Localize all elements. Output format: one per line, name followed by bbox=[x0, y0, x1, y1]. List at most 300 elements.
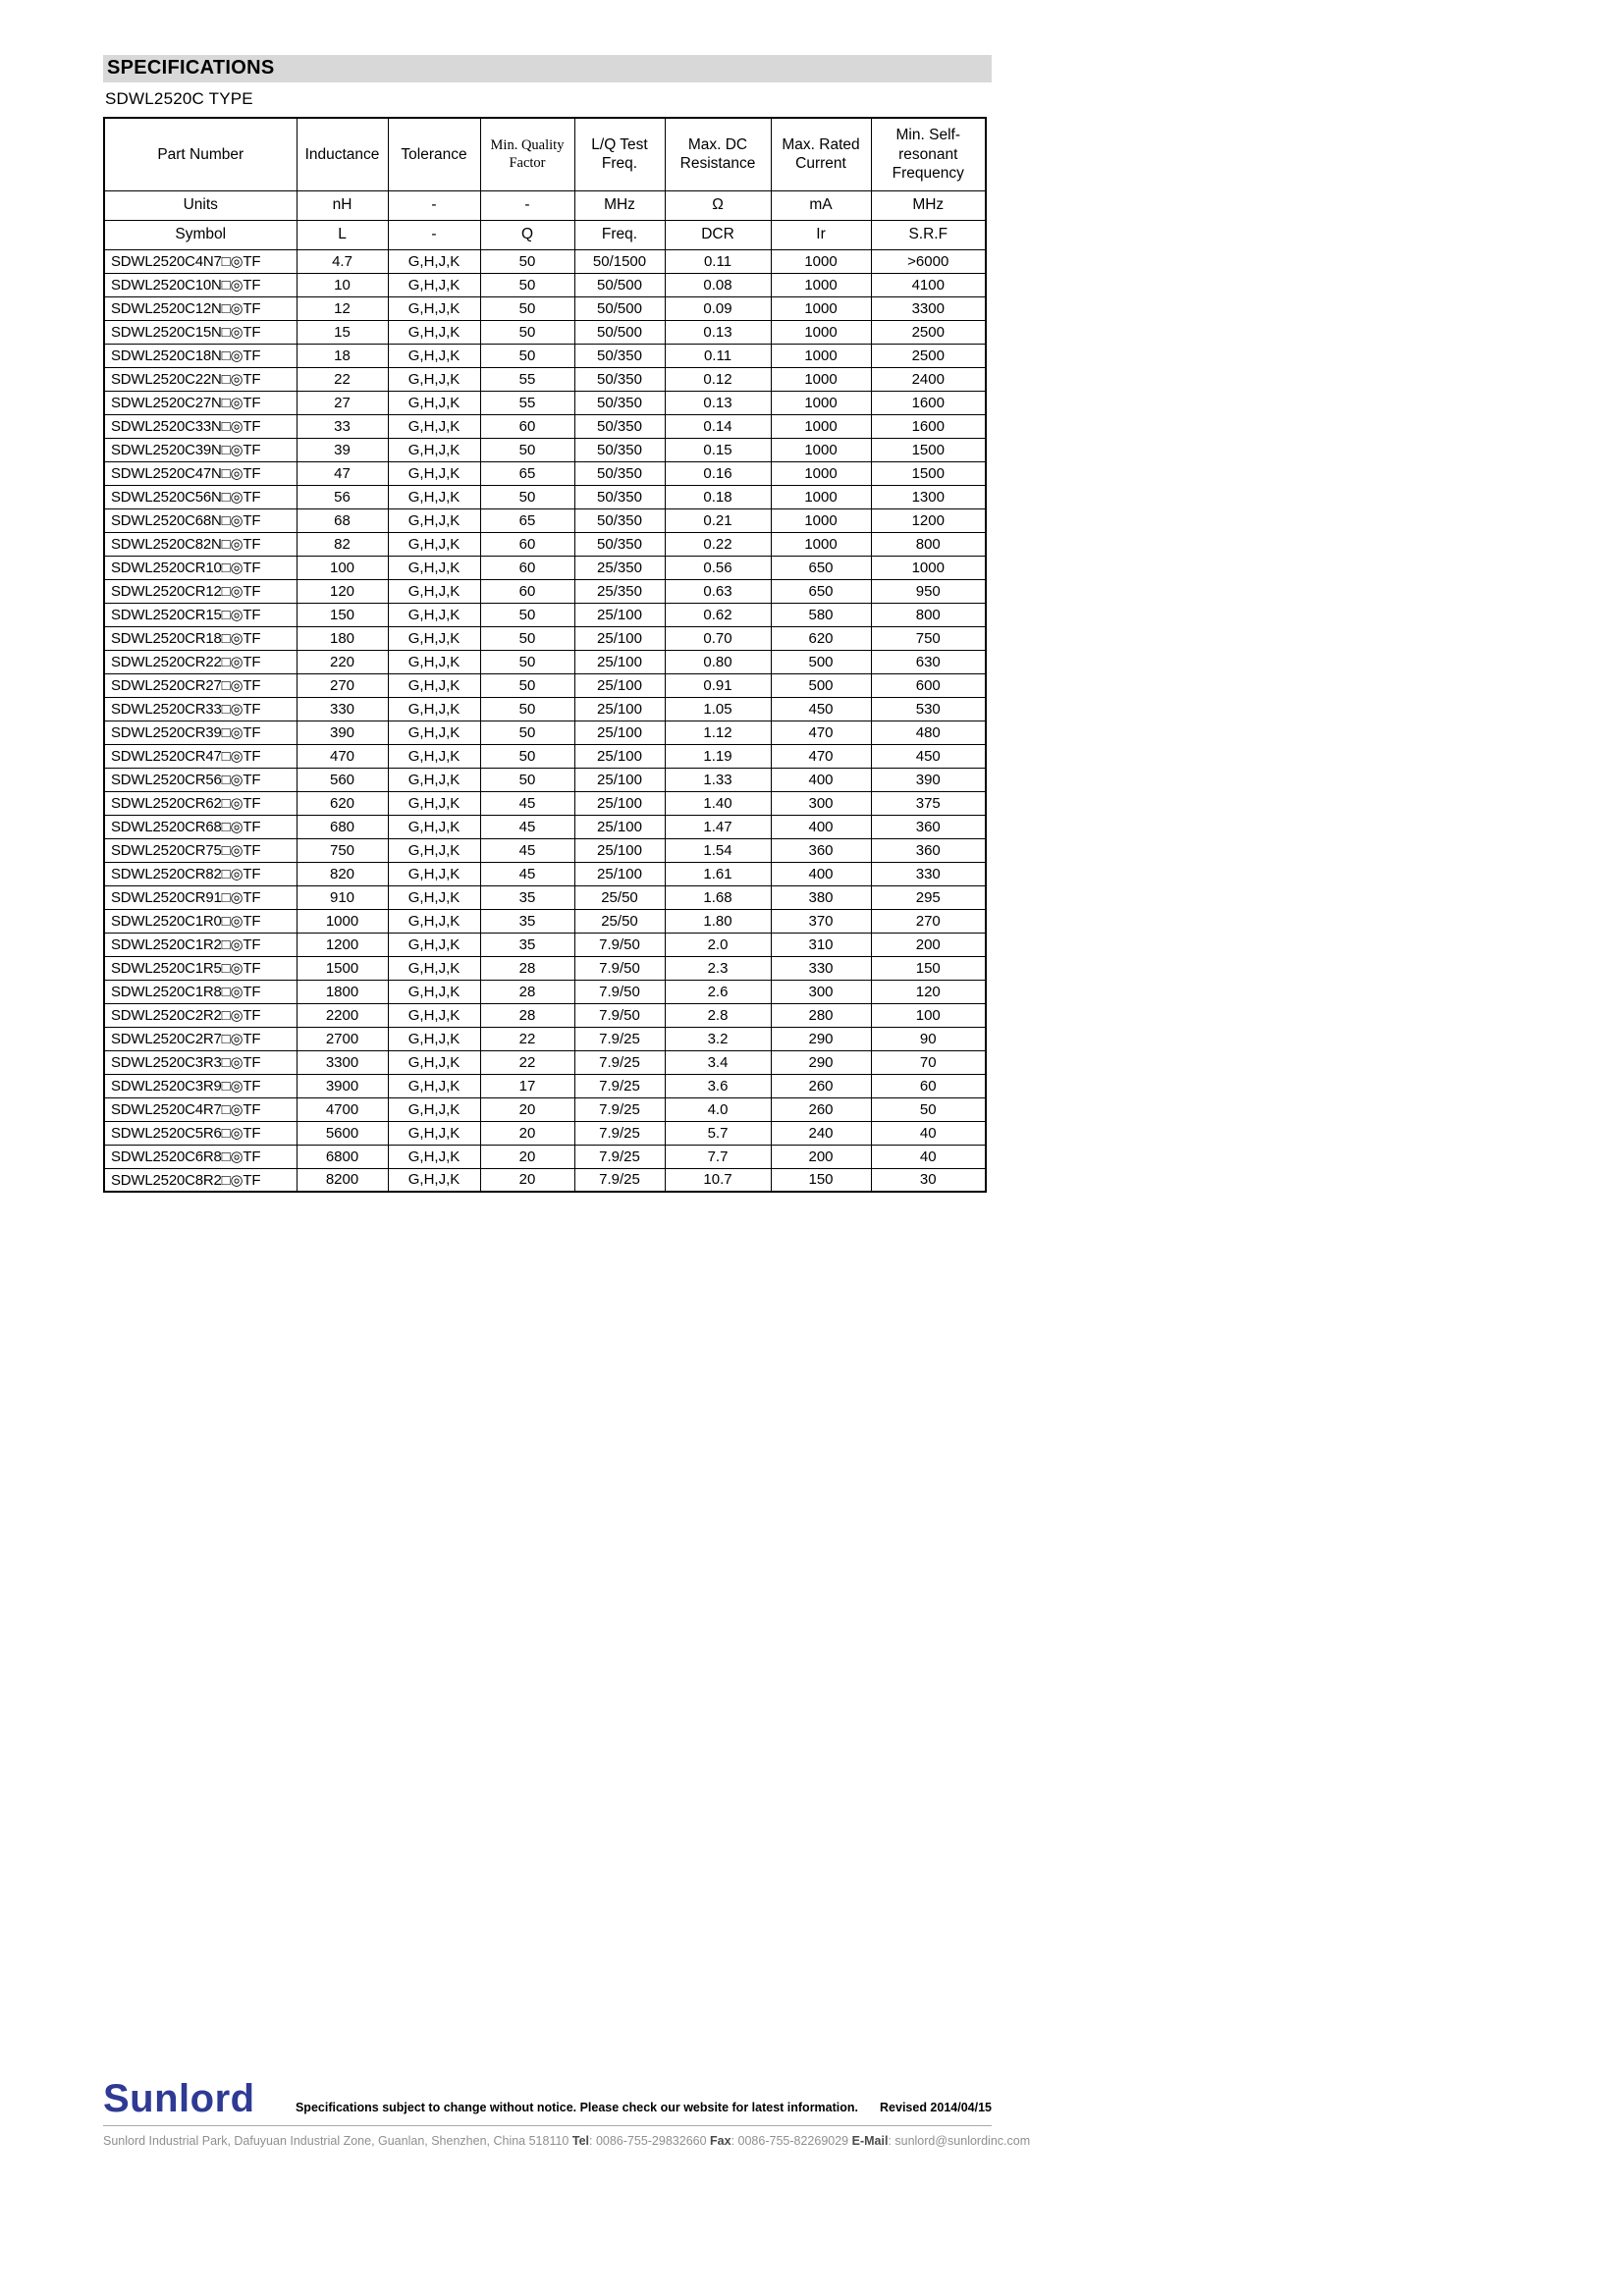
value-cell: 3300 bbox=[297, 1050, 388, 1074]
value-cell: 2200 bbox=[297, 1003, 388, 1027]
email-label: E-Mail bbox=[851, 2134, 889, 2148]
value-cell: 370 bbox=[771, 909, 871, 933]
value-cell: 50 bbox=[480, 626, 574, 650]
value-cell: 390 bbox=[297, 721, 388, 744]
value-cell: 2.6 bbox=[665, 980, 771, 1003]
col-header-part-number: Part Number bbox=[104, 118, 297, 190]
table-row bbox=[104, 650, 986, 673]
value-cell: 630 bbox=[871, 650, 986, 673]
value-cell: 50/350 bbox=[574, 367, 665, 391]
table-row bbox=[104, 320, 986, 344]
value-cell: 7.9/50 bbox=[574, 1003, 665, 1027]
value-cell: 50 bbox=[480, 697, 574, 721]
value-cell: G,H,J,K bbox=[388, 1168, 480, 1192]
value-cell: 28 bbox=[480, 980, 574, 1003]
sunlord-logo: Sunlord bbox=[103, 2077, 255, 2120]
value-cell: 270 bbox=[297, 673, 388, 697]
part-number-cell: SDWL2520C82N□◎TF bbox=[104, 532, 297, 556]
value-cell: 270 bbox=[871, 909, 986, 933]
table-row bbox=[104, 721, 986, 744]
unit-rated-current: mA bbox=[771, 190, 871, 220]
value-cell: G,H,J,K bbox=[388, 815, 480, 838]
type-title: SDWL2520C TYPE bbox=[105, 89, 253, 108]
value-cell: G,H,J,K bbox=[388, 438, 480, 461]
part-number-cell: SDWL2520C56N□◎TF bbox=[104, 485, 297, 508]
value-cell: 45 bbox=[480, 815, 574, 838]
part-number-cell: SDWL2520C4N7□◎TF bbox=[104, 249, 297, 273]
value-cell: 50 bbox=[480, 768, 574, 791]
value-cell: G,H,J,K bbox=[388, 673, 480, 697]
value-cell: G,H,J,K bbox=[388, 249, 480, 273]
value-cell: 1000 bbox=[771, 367, 871, 391]
value-cell: 2500 bbox=[871, 320, 986, 344]
part-number-cell: SDWL2520C4R7□◎TF bbox=[104, 1097, 297, 1121]
part-number-cell: SDWL2520C2R2□◎TF bbox=[104, 1003, 297, 1027]
table-row bbox=[104, 579, 986, 603]
value-cell: 50/500 bbox=[574, 273, 665, 296]
value-cell: 620 bbox=[771, 626, 871, 650]
value-cell: 40 bbox=[871, 1145, 986, 1168]
value-cell: 0.13 bbox=[665, 391, 771, 414]
value-cell: 1000 bbox=[771, 508, 871, 532]
value-cell: 450 bbox=[771, 697, 871, 721]
value-cell: G,H,J,K bbox=[388, 485, 480, 508]
value-cell: G,H,J,K bbox=[388, 980, 480, 1003]
value-cell: 7.9/50 bbox=[574, 956, 665, 980]
value-cell: 360 bbox=[771, 838, 871, 862]
table-row bbox=[104, 391, 986, 414]
part-number-cell: SDWL2520C1R0□◎TF bbox=[104, 909, 297, 933]
value-cell: 1.40 bbox=[665, 791, 771, 815]
footer-notice: Specifications subject to change without notice. Please check our website for latest information. bbox=[295, 2101, 859, 2114]
value-cell: 1000 bbox=[771, 320, 871, 344]
table-row bbox=[104, 296, 986, 320]
value-cell: 25/100 bbox=[574, 862, 665, 885]
footer-notice-wrap bbox=[255, 2101, 992, 2118]
value-cell: 1000 bbox=[771, 438, 871, 461]
part-number-cell: SDWL2520CR68□◎TF bbox=[104, 815, 297, 838]
part-number-cell: SDWL2520C3R3□◎TF bbox=[104, 1050, 297, 1074]
section-title: SPECIFICATIONS bbox=[107, 57, 275, 79]
value-cell: 35 bbox=[480, 933, 574, 956]
symbol-dc-resistance: DCR bbox=[665, 220, 771, 249]
value-cell: 8200 bbox=[297, 1168, 388, 1192]
table-row bbox=[104, 1121, 986, 1145]
part-number-cell: SDWL2520CR82□◎TF bbox=[104, 862, 297, 885]
value-cell: 150 bbox=[771, 1168, 871, 1192]
value-cell: 50/1500 bbox=[574, 249, 665, 273]
value-cell: 2.8 bbox=[665, 1003, 771, 1027]
value-cell: G,H,J,K bbox=[388, 768, 480, 791]
value-cell: 39 bbox=[297, 438, 388, 461]
part-number-cell: SDWL2520CR75□◎TF bbox=[104, 838, 297, 862]
value-cell: G,H,J,K bbox=[388, 344, 480, 367]
value-cell: 800 bbox=[871, 532, 986, 556]
value-cell: 50/350 bbox=[574, 344, 665, 367]
value-cell: 620 bbox=[297, 791, 388, 815]
part-number-cell: SDWL2520C15N□◎TF bbox=[104, 320, 297, 344]
value-cell: 3900 bbox=[297, 1074, 388, 1097]
value-cell: 0.63 bbox=[665, 579, 771, 603]
table-row bbox=[104, 603, 986, 626]
value-cell: 50/350 bbox=[574, 391, 665, 414]
value-cell: 0.22 bbox=[665, 532, 771, 556]
value-cell: 470 bbox=[771, 721, 871, 744]
footer-address bbox=[103, 2125, 1031, 2148]
value-cell: 0.91 bbox=[665, 673, 771, 697]
part-number-cell: SDWL2520C6R8□◎TF bbox=[104, 1145, 297, 1168]
value-cell: 1.12 bbox=[665, 721, 771, 744]
table-row bbox=[104, 980, 986, 1003]
value-cell: 1.61 bbox=[665, 862, 771, 885]
value-cell: 330 bbox=[771, 956, 871, 980]
value-cell: 50 bbox=[480, 438, 574, 461]
value-cell: 50/350 bbox=[574, 508, 665, 532]
value-cell: 22 bbox=[480, 1027, 574, 1050]
value-cell: 1500 bbox=[871, 461, 986, 485]
value-cell: 480 bbox=[871, 721, 986, 744]
part-number-cell: SDWL2520C68N□◎TF bbox=[104, 508, 297, 532]
part-number-cell: SDWL2520CR33□◎TF bbox=[104, 697, 297, 721]
value-cell: 280 bbox=[771, 1003, 871, 1027]
value-cell: G,H,J,K bbox=[388, 579, 480, 603]
table-row bbox=[104, 838, 986, 862]
value-cell: 50 bbox=[480, 673, 574, 697]
table-row bbox=[104, 626, 986, 650]
table-row bbox=[104, 532, 986, 556]
content-area bbox=[103, 55, 992, 1193]
part-number-cell: SDWL2520CR12□◎TF bbox=[104, 579, 297, 603]
value-cell: 50/500 bbox=[574, 296, 665, 320]
value-cell: 750 bbox=[297, 838, 388, 862]
value-cell: 55 bbox=[480, 367, 574, 391]
table-row bbox=[104, 1145, 986, 1168]
value-cell: 28 bbox=[480, 1003, 574, 1027]
unit-quality-factor: - bbox=[480, 190, 574, 220]
value-cell: 0.13 bbox=[665, 320, 771, 344]
value-cell: 60 bbox=[480, 414, 574, 438]
value-cell: G,H,J,K bbox=[388, 862, 480, 885]
value-cell: 5.7 bbox=[665, 1121, 771, 1145]
value-cell: 260 bbox=[771, 1097, 871, 1121]
footer-top bbox=[103, 2079, 992, 2118]
value-cell: 1000 bbox=[771, 485, 871, 508]
value-cell: 800 bbox=[871, 603, 986, 626]
value-cell: 7.7 bbox=[665, 1145, 771, 1168]
value-cell: 0.70 bbox=[665, 626, 771, 650]
value-cell: 82 bbox=[297, 532, 388, 556]
value-cell: 45 bbox=[480, 862, 574, 885]
value-cell: G,H,J,K bbox=[388, 461, 480, 485]
value-cell: 910 bbox=[297, 885, 388, 909]
footer bbox=[103, 2077, 1031, 2148]
spec-table bbox=[103, 117, 987, 1193]
value-cell: G,H,J,K bbox=[388, 791, 480, 815]
part-number-cell: SDWL2520CR47□◎TF bbox=[104, 744, 297, 768]
part-number-cell: SDWL2520C3R9□◎TF bbox=[104, 1074, 297, 1097]
value-cell: 1300 bbox=[871, 485, 986, 508]
value-cell: 1500 bbox=[871, 438, 986, 461]
symbol-row bbox=[104, 220, 986, 249]
value-cell: 330 bbox=[871, 862, 986, 885]
value-cell: 400 bbox=[771, 815, 871, 838]
value-cell: 25/100 bbox=[574, 815, 665, 838]
value-cell: 0.11 bbox=[665, 249, 771, 273]
value-cell: 300 bbox=[771, 980, 871, 1003]
value-cell: 0.09 bbox=[665, 296, 771, 320]
value-cell: 10 bbox=[297, 273, 388, 296]
value-cell: 7.9/25 bbox=[574, 1074, 665, 1097]
table-row bbox=[104, 791, 986, 815]
value-cell: 0.21 bbox=[665, 508, 771, 532]
value-cell: 580 bbox=[771, 603, 871, 626]
value-cell: G,H,J,K bbox=[388, 1097, 480, 1121]
value-cell: 0.08 bbox=[665, 273, 771, 296]
value-cell: 3.6 bbox=[665, 1074, 771, 1097]
value-cell: G,H,J,K bbox=[388, 933, 480, 956]
value-cell: 0.11 bbox=[665, 344, 771, 367]
value-cell: 650 bbox=[771, 556, 871, 579]
value-cell: 50 bbox=[871, 1097, 986, 1121]
value-cell: 15 bbox=[297, 320, 388, 344]
value-cell: 50/350 bbox=[574, 532, 665, 556]
value-cell: G,H,J,K bbox=[388, 391, 480, 414]
value-cell: 260 bbox=[771, 1074, 871, 1097]
value-cell: 820 bbox=[297, 862, 388, 885]
table-row bbox=[104, 956, 986, 980]
value-cell: 300 bbox=[771, 791, 871, 815]
value-cell: 470 bbox=[297, 744, 388, 768]
value-cell: 0.80 bbox=[665, 650, 771, 673]
value-cell: 60 bbox=[871, 1074, 986, 1097]
value-cell: 33 bbox=[297, 414, 388, 438]
value-cell: 25/100 bbox=[574, 697, 665, 721]
col-header-dc-resistance: Max. DC Resistance bbox=[665, 118, 771, 190]
symbol-quality-factor: Q bbox=[480, 220, 574, 249]
value-cell: G,H,J,K bbox=[388, 838, 480, 862]
value-cell: G,H,J,K bbox=[388, 556, 480, 579]
table-row bbox=[104, 862, 986, 885]
part-number-cell: SDWL2520CR56□◎TF bbox=[104, 768, 297, 791]
value-cell: 750 bbox=[871, 626, 986, 650]
value-cell: 7.9/50 bbox=[574, 980, 665, 1003]
value-cell: G,H,J,K bbox=[388, 508, 480, 532]
table-row bbox=[104, 1027, 986, 1050]
value-cell: 2.0 bbox=[665, 933, 771, 956]
value-cell: 4100 bbox=[871, 273, 986, 296]
value-cell: 0.62 bbox=[665, 603, 771, 626]
value-cell: 1200 bbox=[297, 933, 388, 956]
table-row bbox=[104, 508, 986, 532]
value-cell: 35 bbox=[480, 909, 574, 933]
value-cell: 400 bbox=[771, 768, 871, 791]
value-cell: 65 bbox=[480, 508, 574, 532]
value-cell: 6800 bbox=[297, 1145, 388, 1168]
value-cell: 25/100 bbox=[574, 650, 665, 673]
part-number-cell: SDWL2520CR10□◎TF bbox=[104, 556, 297, 579]
value-cell: 25/350 bbox=[574, 579, 665, 603]
part-number-cell: SDWL2520C39N□◎TF bbox=[104, 438, 297, 461]
value-cell: G,H,J,K bbox=[388, 697, 480, 721]
value-cell: 25/100 bbox=[574, 838, 665, 862]
value-cell: 950 bbox=[871, 579, 986, 603]
value-cell: G,H,J,K bbox=[388, 1003, 480, 1027]
value-cell: 200 bbox=[771, 1145, 871, 1168]
symbol-inductance: L bbox=[297, 220, 388, 249]
part-number-cell: SDWL2520CR22□◎TF bbox=[104, 650, 297, 673]
table-row bbox=[104, 909, 986, 933]
value-cell: 65 bbox=[480, 461, 574, 485]
value-cell: 1200 bbox=[871, 508, 986, 532]
value-cell: 1600 bbox=[871, 414, 986, 438]
unit-tolerance: - bbox=[388, 190, 480, 220]
value-cell: 25/100 bbox=[574, 791, 665, 815]
value-cell: 4.7 bbox=[297, 249, 388, 273]
value-cell: 68 bbox=[297, 508, 388, 532]
value-cell: G,H,J,K bbox=[388, 1027, 480, 1050]
value-cell: 27 bbox=[297, 391, 388, 414]
value-cell: 1500 bbox=[297, 956, 388, 980]
value-cell: 1000 bbox=[771, 461, 871, 485]
part-number-cell: SDWL2520CR27□◎TF bbox=[104, 673, 297, 697]
value-cell: G,H,J,K bbox=[388, 909, 480, 933]
table-row bbox=[104, 1050, 986, 1074]
value-cell: 330 bbox=[297, 697, 388, 721]
value-cell: 40 bbox=[871, 1121, 986, 1145]
table-row bbox=[104, 885, 986, 909]
units-label: Units bbox=[104, 190, 297, 220]
value-cell: 90 bbox=[871, 1027, 986, 1050]
table-row bbox=[104, 673, 986, 697]
table-row bbox=[104, 768, 986, 791]
value-cell: 4700 bbox=[297, 1097, 388, 1121]
value-cell: 7.9/50 bbox=[574, 933, 665, 956]
value-cell: 56 bbox=[297, 485, 388, 508]
value-cell: 3.2 bbox=[665, 1027, 771, 1050]
col-header-test-freq: L/Q Test Freq. bbox=[574, 118, 665, 190]
value-cell: 290 bbox=[771, 1050, 871, 1074]
value-cell: 2500 bbox=[871, 344, 986, 367]
value-cell: 60 bbox=[480, 579, 574, 603]
part-number-cell: SDWL2520C8R2□◎TF bbox=[104, 1168, 297, 1192]
value-cell: 390 bbox=[871, 768, 986, 791]
table-row bbox=[104, 414, 986, 438]
col-header-rated-current: Max. Rated Current bbox=[771, 118, 871, 190]
value-cell: 360 bbox=[871, 838, 986, 862]
value-cell: 2400 bbox=[871, 367, 986, 391]
value-cell: 1.05 bbox=[665, 697, 771, 721]
value-cell: 35 bbox=[480, 885, 574, 909]
value-cell: 47 bbox=[297, 461, 388, 485]
value-cell: 100 bbox=[297, 556, 388, 579]
value-cell: G,H,J,K bbox=[388, 1074, 480, 1097]
value-cell: 1.19 bbox=[665, 744, 771, 768]
symbol-rated-current: Ir bbox=[771, 220, 871, 249]
table-row bbox=[104, 461, 986, 485]
value-cell: 1000 bbox=[771, 414, 871, 438]
value-cell: 560 bbox=[297, 768, 388, 791]
value-cell: 22 bbox=[480, 1050, 574, 1074]
value-cell: 120 bbox=[297, 579, 388, 603]
value-cell: 220 bbox=[297, 650, 388, 673]
value-cell: 7.9/25 bbox=[574, 1168, 665, 1192]
value-cell: 20 bbox=[480, 1145, 574, 1168]
value-cell: 3.4 bbox=[665, 1050, 771, 1074]
section-title-bar bbox=[103, 55, 992, 82]
value-cell: 0.56 bbox=[665, 556, 771, 579]
value-cell: 530 bbox=[871, 697, 986, 721]
unit-inductance: nH bbox=[297, 190, 388, 220]
value-cell: 1.54 bbox=[665, 838, 771, 862]
value-cell: 1000 bbox=[771, 391, 871, 414]
value-cell: 5600 bbox=[297, 1121, 388, 1145]
value-cell: 0.14 bbox=[665, 414, 771, 438]
value-cell: 450 bbox=[871, 744, 986, 768]
value-cell: 50 bbox=[480, 721, 574, 744]
value-cell: G,H,J,K bbox=[388, 744, 480, 768]
value-cell: 25/100 bbox=[574, 626, 665, 650]
value-cell: G,H,J,K bbox=[388, 296, 480, 320]
value-cell: G,H,J,K bbox=[388, 885, 480, 909]
value-cell: 500 bbox=[771, 673, 871, 697]
unit-srf: MHz bbox=[871, 190, 986, 220]
value-cell: 25/100 bbox=[574, 673, 665, 697]
part-number-cell: SDWL2520C1R8□◎TF bbox=[104, 980, 297, 1003]
value-cell: 380 bbox=[771, 885, 871, 909]
value-cell: 290 bbox=[771, 1027, 871, 1050]
part-number-cell: SDWL2520C22N□◎TF bbox=[104, 367, 297, 391]
value-cell: 0.16 bbox=[665, 461, 771, 485]
fax-label: Fax bbox=[710, 2134, 731, 2148]
table-row bbox=[104, 1097, 986, 1121]
part-number-cell: SDWL2520C2R7□◎TF bbox=[104, 1027, 297, 1050]
value-cell: 17 bbox=[480, 1074, 574, 1097]
table-row bbox=[104, 815, 986, 838]
value-cell: 295 bbox=[871, 885, 986, 909]
value-cell: G,H,J,K bbox=[388, 721, 480, 744]
value-cell: 150 bbox=[297, 603, 388, 626]
value-cell: 1000 bbox=[771, 273, 871, 296]
value-cell: 500 bbox=[771, 650, 871, 673]
value-cell: 1.33 bbox=[665, 768, 771, 791]
value-cell: 60 bbox=[480, 532, 574, 556]
value-cell: 50/350 bbox=[574, 461, 665, 485]
value-cell: G,H,J,K bbox=[388, 1050, 480, 1074]
value-cell: 18 bbox=[297, 344, 388, 367]
value-cell: G,H,J,K bbox=[388, 626, 480, 650]
value-cell: 400 bbox=[771, 862, 871, 885]
spec-table-body bbox=[104, 249, 986, 1192]
value-cell: G,H,J,K bbox=[388, 956, 480, 980]
part-number-cell: SDWL2520C1R5□◎TF bbox=[104, 956, 297, 980]
value-cell: 1000 bbox=[771, 296, 871, 320]
tel-number: : 0086-755-29832660 bbox=[589, 2134, 711, 2148]
value-cell: 50 bbox=[480, 603, 574, 626]
part-number-cell: SDWL2520CR18□◎TF bbox=[104, 626, 297, 650]
table-row bbox=[104, 1003, 986, 1027]
unit-test-freq: MHz bbox=[574, 190, 665, 220]
value-cell: 1000 bbox=[771, 249, 871, 273]
value-cell: G,H,J,K bbox=[388, 532, 480, 556]
value-cell: 45 bbox=[480, 791, 574, 815]
table-row bbox=[104, 1074, 986, 1097]
value-cell: G,H,J,K bbox=[388, 320, 480, 344]
value-cell: 1.80 bbox=[665, 909, 771, 933]
col-header-tolerance: Tolerance bbox=[388, 118, 480, 190]
part-number-cell: SDWL2520C18N□◎TF bbox=[104, 344, 297, 367]
symbol-tolerance: - bbox=[388, 220, 480, 249]
part-number-cell: SDWL2520C27N□◎TF bbox=[104, 391, 297, 414]
